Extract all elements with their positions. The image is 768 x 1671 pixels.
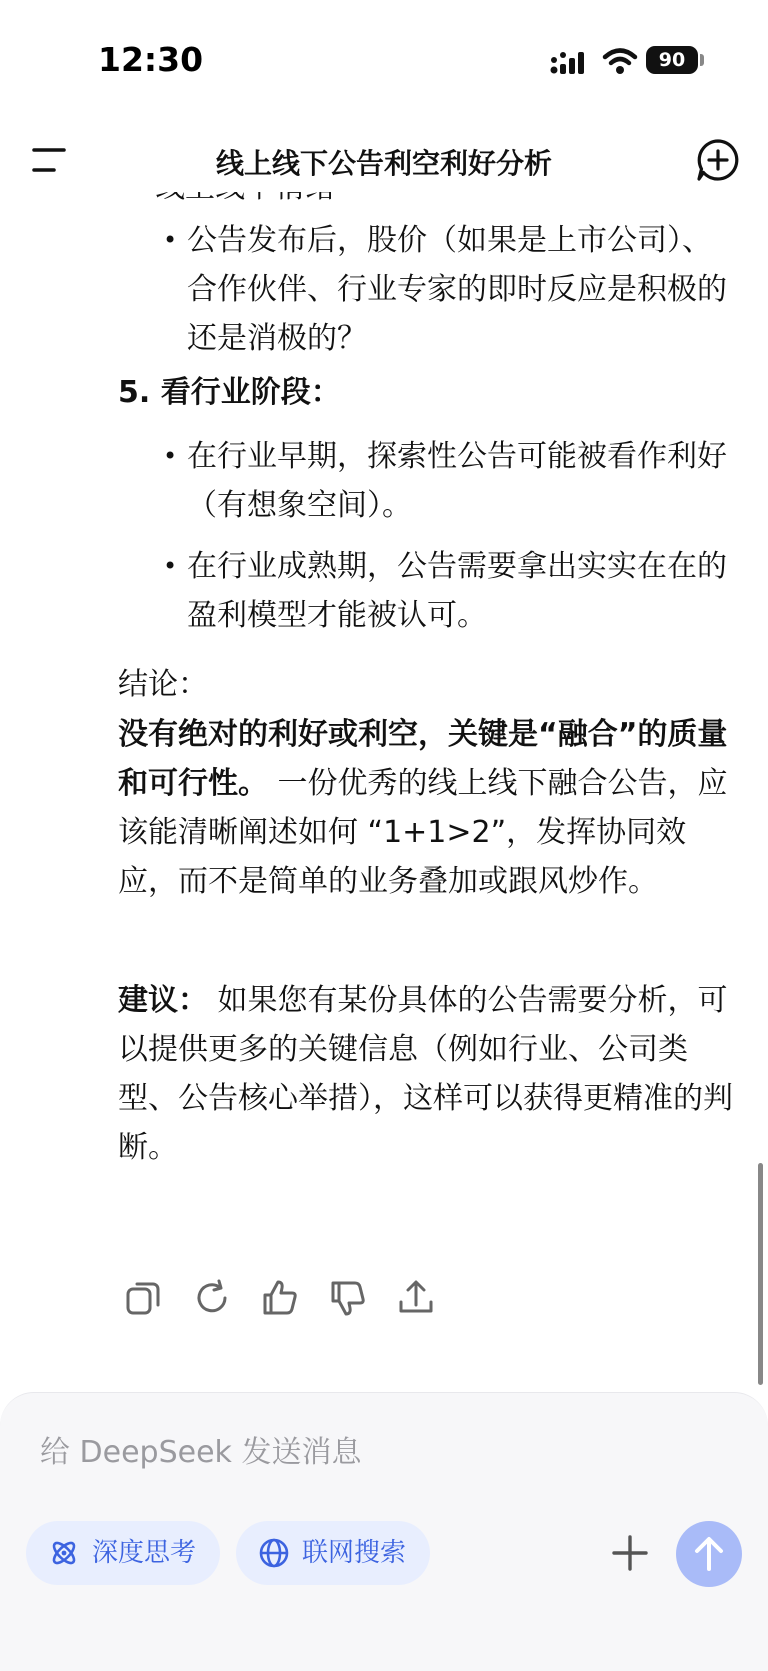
suggestion-text: 如果您有某份具体的公告需要分析，可以提供更多的关键信息（例如行业、公司类型、公告核心举措），这样可以获得更精准的判断。 (118, 983, 733, 1165)
conclusion-paragraph (118, 710, 738, 906)
cellular-signal-icon (550, 50, 590, 76)
send-button[interactable] (676, 1521, 742, 1587)
page-title: 线上线下公告利空利好分析 (215, 147, 552, 180)
deep-think-label: 深度思考 (92, 1538, 197, 1568)
wifi-icon (602, 46, 638, 76)
message-composer (0, 1392, 768, 1671)
globe-icon (258, 1537, 290, 1569)
share-icon[interactable] (396, 1278, 436, 1318)
new-chat-icon[interactable] (694, 136, 742, 184)
status-bar (0, 0, 768, 120)
bullet-icon: • (163, 552, 178, 580)
scrollbar[interactable] (758, 1163, 763, 1385)
bullet-icon: • (163, 226, 178, 254)
numbered-item-5 (118, 368, 341, 417)
web-search-label: 联网搜索 (302, 1538, 407, 1568)
battery-cap (700, 54, 704, 66)
thumbs-up-icon[interactable] (260, 1278, 300, 1318)
regenerate-icon[interactable] (192, 1278, 232, 1318)
battery-indicator: 90 (646, 46, 698, 74)
chat-header (0, 130, 768, 192)
item-label: 看行业阶段： (160, 375, 341, 410)
deep-think-toggle[interactable] (26, 1521, 220, 1585)
plus-icon[interactable] (606, 1529, 654, 1577)
list-item: • 在行业成熟期，公告需要拿出实实在在的盈利模型才能被认可。 (163, 542, 733, 640)
conclusion-text: 一份优秀的线上线下融合公告，应该能清晰阐述如何 “1+1>2”，发挥协同效应，而不是简单的业务叠加或跟风炒作。 (118, 766, 728, 899)
list-item: • 在行业早期，探索性公告可能被看作利好（有想象空间）。 (163, 432, 733, 530)
list-item: • 公告发布后，股价（如果是上市公司）、合作伙伴、行业专家的即时反应是积极的还是消极的？ (163, 216, 733, 363)
atom-icon (48, 1537, 80, 1569)
suggestion-paragraph (118, 976, 738, 1172)
status-time: 12:30 (98, 40, 204, 79)
conclusion-bold-text: 没有绝对的利好或利空，关键是“融合”的质量和可行性。 (118, 717, 728, 801)
suggestion-label: 建议： (118, 983, 208, 1018)
copy-icon[interactable] (124, 1278, 164, 1318)
conclusion-heading: 结论： (118, 667, 208, 702)
bullet-icon: • (163, 442, 178, 470)
message-input[interactable] (38, 1429, 642, 1475)
thumbs-down-icon[interactable] (328, 1278, 368, 1318)
arrow-up-icon (676, 1521, 742, 1587)
message-actions (118, 1278, 438, 1326)
item-number: 5. (118, 375, 151, 410)
web-search-toggle[interactable] (236, 1521, 430, 1585)
